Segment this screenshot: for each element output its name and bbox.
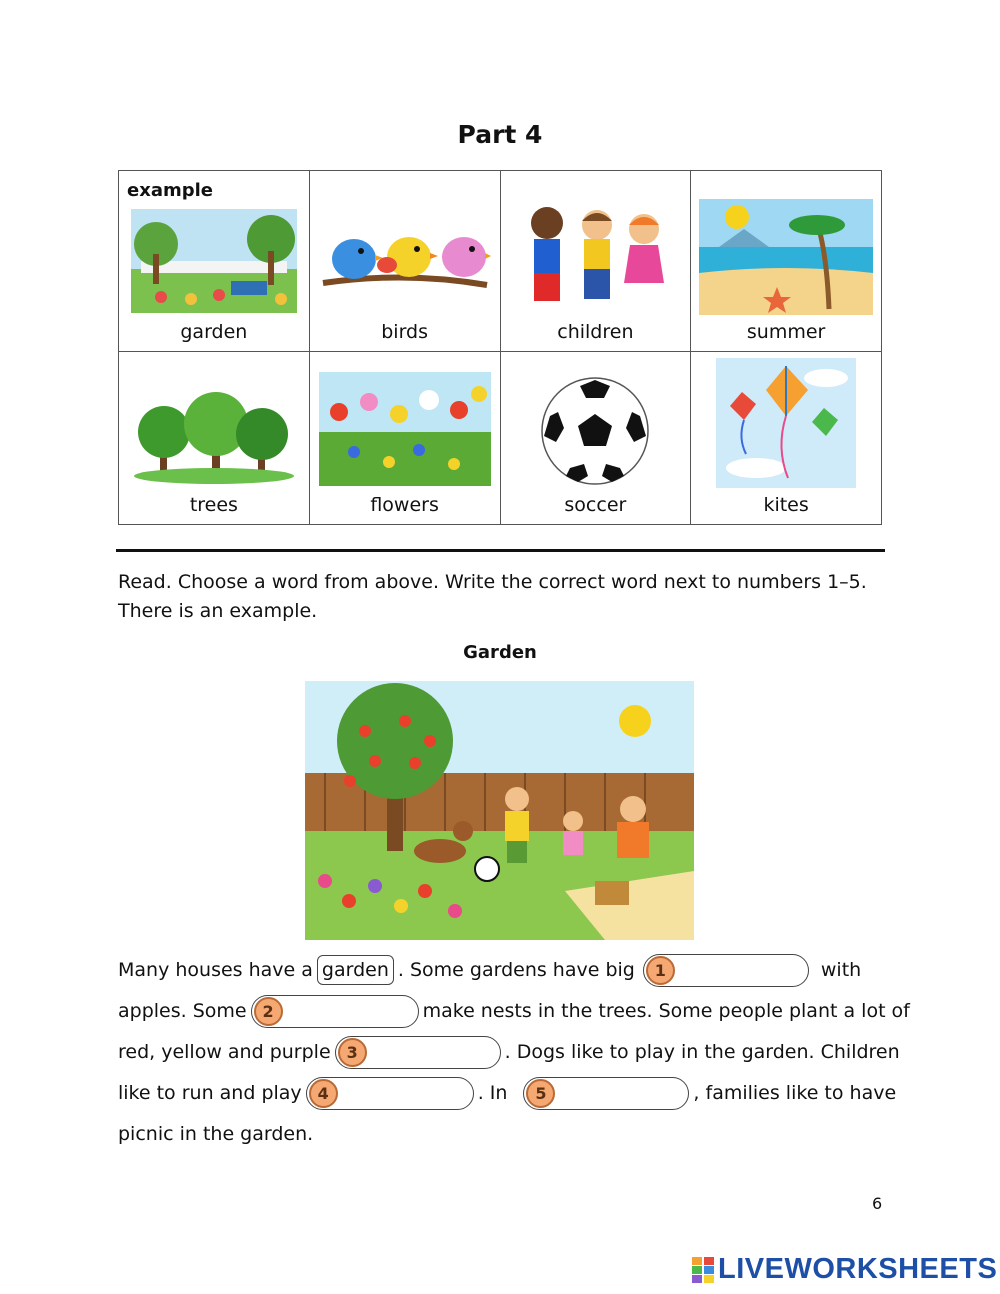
blank-number: 1 [646,956,675,985]
example-label: example [127,180,213,201]
story-text: . Dogs like to play in the garden. Children [504,1041,900,1063]
birds-picture [319,221,491,303]
cell-trees [119,352,310,525]
story-text: with [820,959,862,981]
trees-picture [134,392,294,484]
blank-number: 3 [338,1038,367,1067]
story-text: red, yellow and purple [118,1041,331,1063]
blank-number: 2 [254,997,283,1026]
blank-number: 5 [526,1079,555,1108]
story-text: make nests in the trees. Some people plant a lot of [422,1000,910,1022]
flowers-picture [319,372,491,486]
garden-picture [131,209,297,313]
story-line-4 [118,1075,896,1111]
story-text: like to run and play [118,1082,302,1104]
cell-flowers [309,352,500,525]
soccer-ball-picture [540,376,650,486]
story-text: Many houses have a [118,959,313,981]
liveworksheets-logo [692,1253,997,1286]
word-summer: summer [746,321,826,343]
word-trees: trees [189,494,238,516]
word-garden: garden [180,321,248,343]
instructions-line-1: Read. Choose a word from above. Write the correct word next to numbers 1–5. [118,571,867,593]
answer-input-4[interactable] [306,1077,474,1110]
blank-number: 4 [309,1079,338,1108]
divider-line [116,549,885,552]
brand-name: LIVEWORKSHEETS [718,1253,998,1285]
logo-icon [692,1257,714,1283]
cell-birds [309,171,500,352]
example-answer: garden [317,955,394,985]
children-picture [512,201,678,313]
word-flowers: flowers [370,494,439,516]
answer-input-2[interactable] [251,995,419,1028]
word-picture-table [118,170,882,525]
story-line-3 [118,1034,900,1070]
answer-input-3[interactable] [335,1036,501,1069]
cell-children [500,171,691,352]
answer-input-5[interactable] [523,1077,689,1110]
word-children: children [557,321,634,343]
word-birds: birds [381,321,429,343]
instructions-line-2: There is an example. [118,600,318,622]
answer-input-1[interactable] [643,954,809,987]
page-title: Part 4 [457,120,543,149]
story-line-5 [118,1116,313,1152]
cell-garden [119,171,310,352]
cell-summer [691,171,882,352]
story-text: . Some gardens have big [397,959,635,981]
story-text: . In [477,1082,508,1104]
story-line-2 [118,993,910,1029]
page-number: 6 [872,1194,883,1213]
story-text: picnic in the garden. [118,1123,314,1145]
instructions [118,568,898,626]
cell-soccer [500,352,691,525]
cell-kites [691,352,882,525]
word-kites: kites [763,494,809,516]
word-soccer: soccer [564,494,627,516]
story-text: apples. Some [118,1000,247,1022]
garden-scene-picture [305,681,694,940]
story-text: , families like to have [693,1082,897,1104]
summer-picture [699,199,873,315]
story-title: Garden [463,642,537,663]
kites-picture [716,358,856,488]
story-line-1 [118,952,861,988]
